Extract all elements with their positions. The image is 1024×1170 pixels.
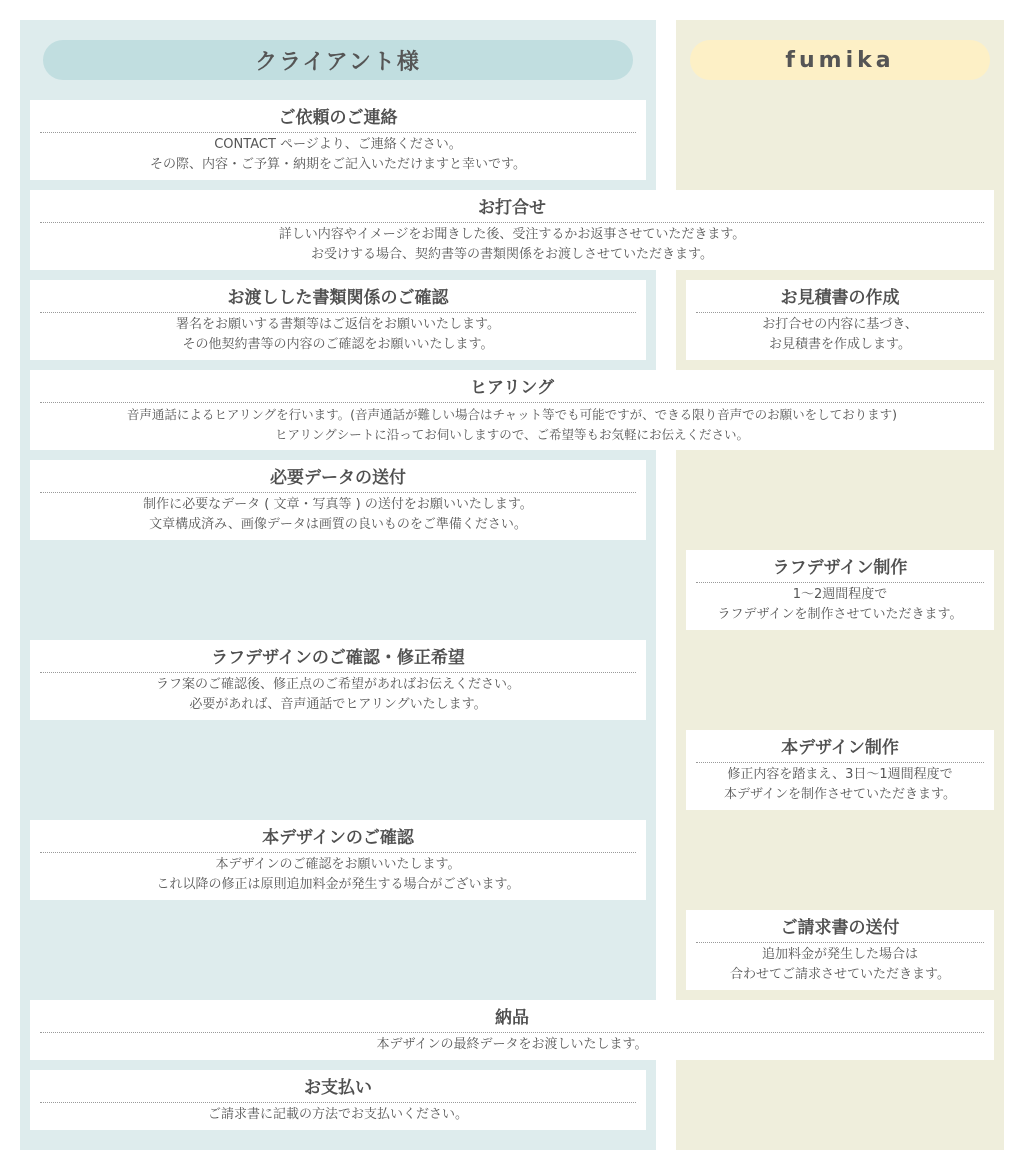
step-rough-design bbox=[686, 550, 994, 630]
step-description: ご請求書に記載の方法でお支払いください。 bbox=[207, 1107, 468, 1122]
step-description: 追加料金が発生した場合は 合わせてご請求させていただきます。 bbox=[730, 947, 950, 982]
step-description: ラフ案のご確認後、修正点のご希望があればお伝えください。 必要があれば、音声通話でヒアリングいたします。 bbox=[155, 677, 520, 712]
step-description: 1〜2週間程度で ラフデザインを制作させていただきます。 bbox=[717, 587, 963, 622]
step-description: 本デザインの最終データをお渡しいたします。 bbox=[376, 1037, 648, 1052]
step-description: 本デザインのご確認をお願いいたします。 これ以降の修正は原則追加料金が発生する場合がございます。 bbox=[156, 857, 520, 892]
step-title: 本デザイン制作 bbox=[696, 736, 984, 763]
step-title: 納品 bbox=[40, 1006, 984, 1033]
step-final-design bbox=[686, 730, 994, 810]
step-description: 署名をお願いする書類等はご返信をお願いいたします。 その他契約書等の内容のご確認をお願いいたします。 bbox=[176, 317, 500, 352]
step-meeting bbox=[30, 190, 994, 270]
step-request-contact bbox=[30, 100, 646, 180]
step-title: ラフデザイン制作 bbox=[696, 556, 984, 583]
step-title: お支払い bbox=[40, 1076, 636, 1103]
step-estimate bbox=[686, 280, 994, 360]
step-document-check bbox=[30, 280, 646, 360]
step-title: ヒアリング bbox=[40, 376, 984, 403]
step-title: お渡しした書類関係のご確認 bbox=[40, 286, 636, 313]
step-description: 制作に必要なデータ ( 文章・写真等 ) の送付をお願いいたします。 文章構成済み、画像データは画質の良いものをご準備ください。 bbox=[143, 497, 533, 532]
step-invoice bbox=[686, 910, 994, 990]
step-rough-review bbox=[30, 640, 646, 720]
step-data-submission bbox=[30, 460, 646, 540]
step-description: お打合せの内容に基づき、 お見積書を作成します。 bbox=[762, 317, 918, 352]
step-title: ご依頼のご連絡 bbox=[40, 106, 636, 133]
step-delivery bbox=[30, 1000, 994, 1060]
step-description: 詳しい内容やイメージをお聞きした後、受注するかお返事させていただきます。 お受けする場合、契約書等の書類関係をお渡しさせていただきます。 bbox=[278, 227, 746, 262]
client-header: クライアント様 bbox=[43, 40, 633, 80]
step-description: 修正内容を踏まえ、3日〜1週間程度で 本デザインを制作させていただきます。 bbox=[723, 767, 957, 802]
step-title: お見積書の作成 bbox=[696, 286, 984, 313]
fumika-header: fumika bbox=[690, 40, 990, 80]
step-title: 必要データの送付 bbox=[40, 466, 636, 493]
step-description: 音声通話によるヒアリングを行います。(音声通話が難しい場合はチャット等でも可能ですが、できる限り音声でのお願いをしております) ヒアリングシートに沿ってお伺いしますので、ご希望等もお気軽にお伝えください。 bbox=[126, 407, 898, 442]
step-title: 本デザインのご確認 bbox=[40, 826, 636, 853]
step-payment bbox=[30, 1070, 646, 1130]
step-hearing bbox=[30, 370, 994, 450]
step-title: お打合せ bbox=[40, 196, 984, 223]
step-title: ご請求書の送付 bbox=[696, 916, 984, 943]
step-title: ラフデザインのご確認・修正希望 bbox=[40, 646, 636, 673]
step-final-review bbox=[30, 820, 646, 900]
step-description: CONTACT ページより、ご連絡ください。 その際、内容・ご予算・納期をご記入いただけますと幸いです。 bbox=[150, 137, 526, 172]
